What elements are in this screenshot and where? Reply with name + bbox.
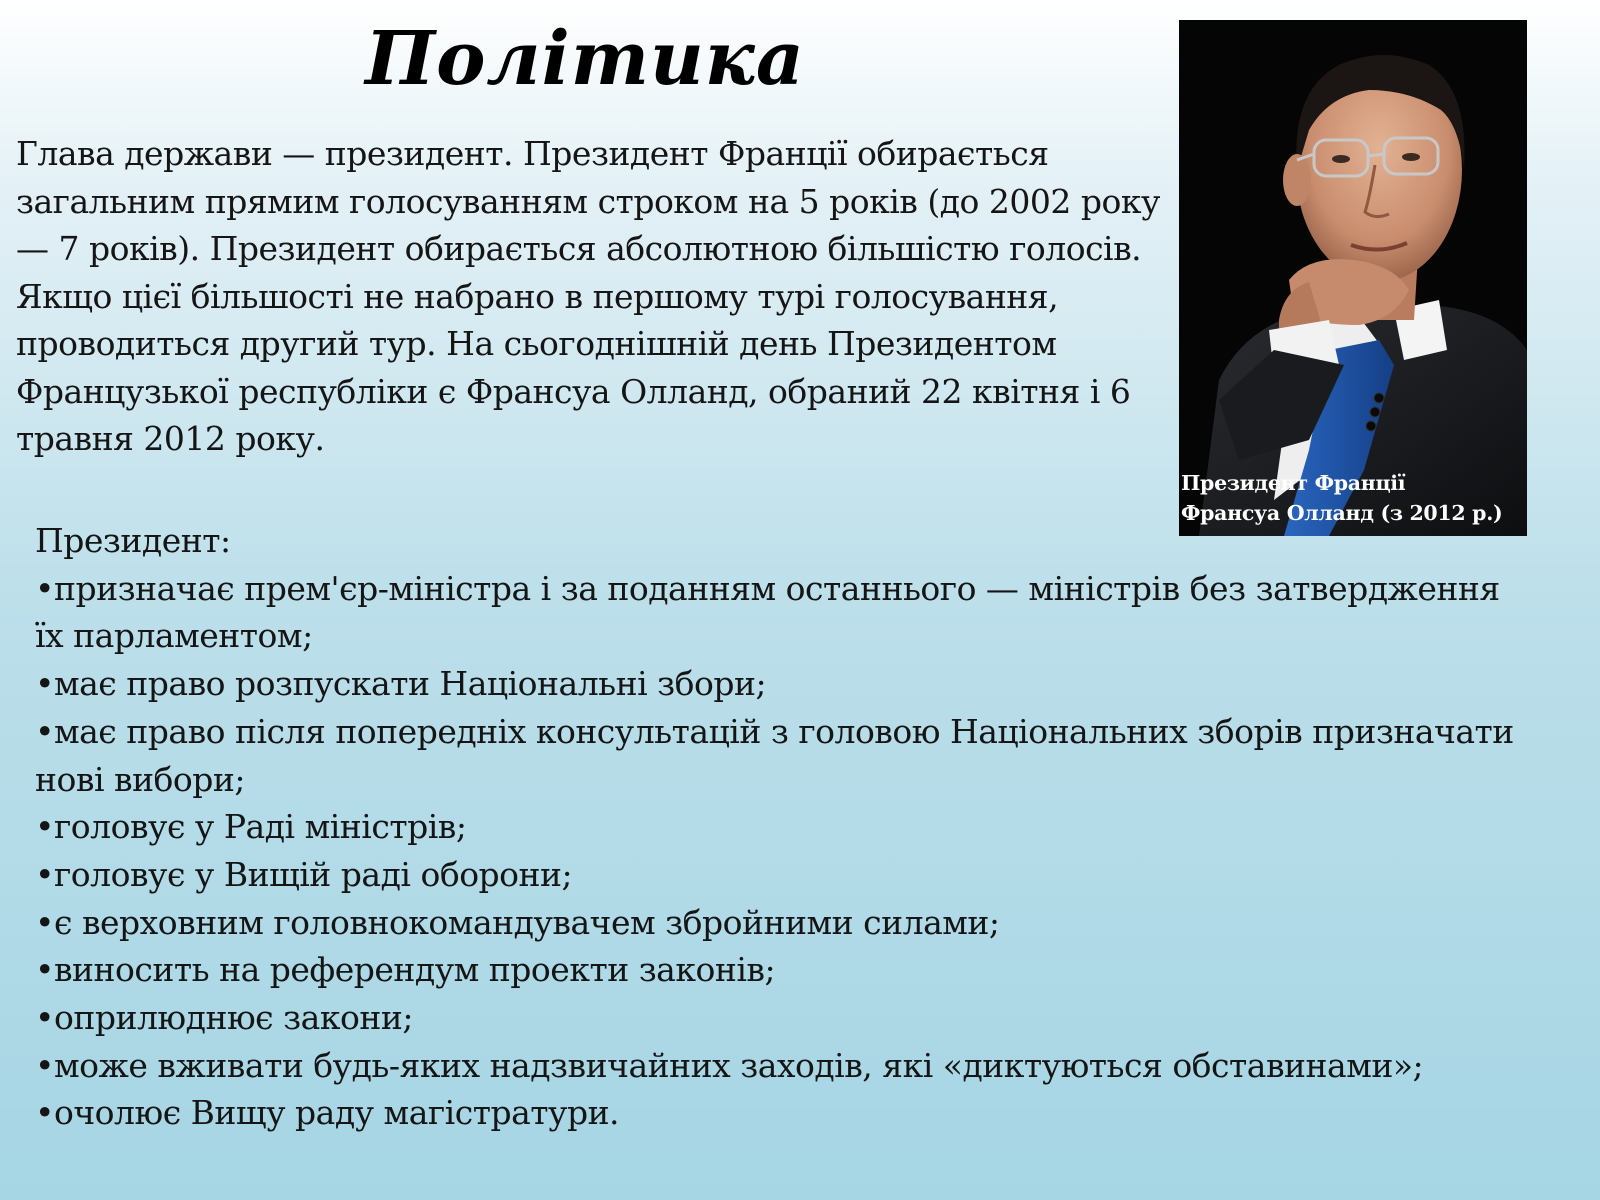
powers-heading: Президент: [35,521,231,560]
list-item [35,1042,1535,1090]
list-item-text: є верховним головнокомандувачем збройними силами; [53,902,1000,942]
list-item [35,994,1535,1042]
bullet-icon: • [35,950,54,990]
list-item [35,899,1535,947]
list-item [35,803,1535,851]
list-item [35,1089,1535,1137]
bullet-icon: • [35,664,54,704]
list-item-text: оприлюднює закони; [53,998,413,1038]
list-item-text: головує у Вищій раді оборони; [53,854,573,894]
list-item [35,660,1535,708]
president-powers-block [35,517,1535,1137]
bullet-icon: • [35,711,54,751]
list-item-text: може вживати будь-яких надзвичайних заходів, які «диктуються обставинами»; [53,1045,1424,1085]
list-item-text: призначає прем'єр-міністра і за поданням останнього — міністрів без затвердження їх парламентом; [35,568,1500,656]
photo-caption-line-2: Франсуа Олланд (з 2012 р.) [1181,501,1503,525]
powers-list [35,565,1535,1137]
photo-caption-line-1: Президент Франції [1181,471,1406,495]
slide-title: Політика [365,16,805,102]
list-item-text: має право розпускати Національні збори; [53,664,767,704]
list-item-text: головує у Раді міністрів; [53,807,467,847]
bullet-icon: • [35,1093,54,1133]
list-item [35,708,1535,803]
bullet-icon: • [35,854,54,894]
list-item [35,565,1535,660]
intro-paragraph: Глава держави — президент. Президент Франції обирається загальним прямим голосуванням строком на 5 років (до 2002 року — 7 років). Президент обирається абсолютною більшістю голосів. Якщо цієї більшості не набрано в першому турі голосування, проводиться другий тур. На сьогоднішній день Президентом Французької республіки є Франсуа Олланд, обраний 22 квітня і 6 травня 2012 року. [16,134,1160,458]
bullet-icon: • [35,1045,54,1085]
list-item-text: має право після попередніх консультацій з головою Національних зборів призначати нові вибори; [35,711,1514,799]
bullet-icon: • [35,902,54,942]
bullet-icon: • [35,568,54,608]
list-item [35,946,1535,994]
bullet-icon: • [35,998,54,1038]
bullet-icon: • [35,807,54,847]
list-item [35,851,1535,899]
president-photo [1179,20,1527,536]
list-item-text: очолює Вищу раду магістратури. [53,1093,620,1133]
list-item-text: виносить на референдум проекти законів; [53,950,776,990]
president-portrait-illustration [1179,20,1527,536]
